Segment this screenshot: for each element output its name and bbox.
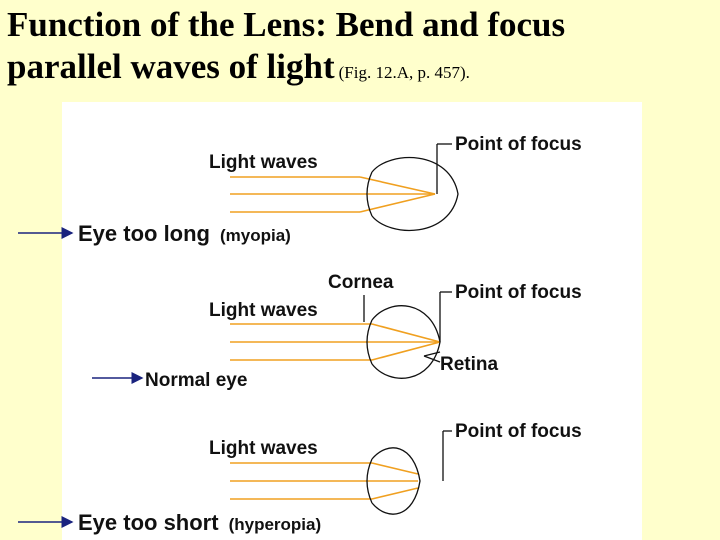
title-line-2-text: parallel waves of light	[7, 47, 335, 86]
condition-detail: (myopia)	[220, 226, 291, 245]
focus-callout	[440, 292, 452, 342]
light-rays	[230, 324, 440, 360]
retina-callout	[424, 352, 440, 362]
myopia-diagram	[18, 134, 582, 246]
condition-label	[78, 510, 321, 535]
retina-label: Retina	[440, 354, 499, 375]
condition-name: Eye too long	[78, 221, 210, 246]
condition-name: Eye too short	[78, 510, 219, 535]
normal-eye-diagram	[92, 272, 582, 391]
title-line-1: Function of the Lens: Bend and focus	[7, 5, 566, 44]
focus-callout	[443, 431, 452, 481]
point-of-focus-label: Point of focus	[455, 282, 582, 303]
cornea-label: Cornea	[328, 272, 394, 293]
light-rays	[230, 177, 435, 212]
light-waves-label: Light waves	[209, 152, 318, 173]
hyperopia-diagram	[18, 421, 582, 535]
condition-label	[78, 221, 291, 246]
point-of-focus-label: Point of focus	[455, 421, 582, 442]
condition-detail: (hyperopia)	[228, 515, 322, 534]
light-rays	[230, 463, 418, 499]
light-waves-label: Light waves	[209, 300, 318, 321]
light-waves-label: Light waves	[209, 438, 318, 459]
condition-name: Normal eye	[145, 370, 248, 391]
point-of-focus-label: Point of focus	[455, 134, 582, 155]
figure-citation: (Fig. 12.A, p. 457).	[338, 63, 470, 82]
